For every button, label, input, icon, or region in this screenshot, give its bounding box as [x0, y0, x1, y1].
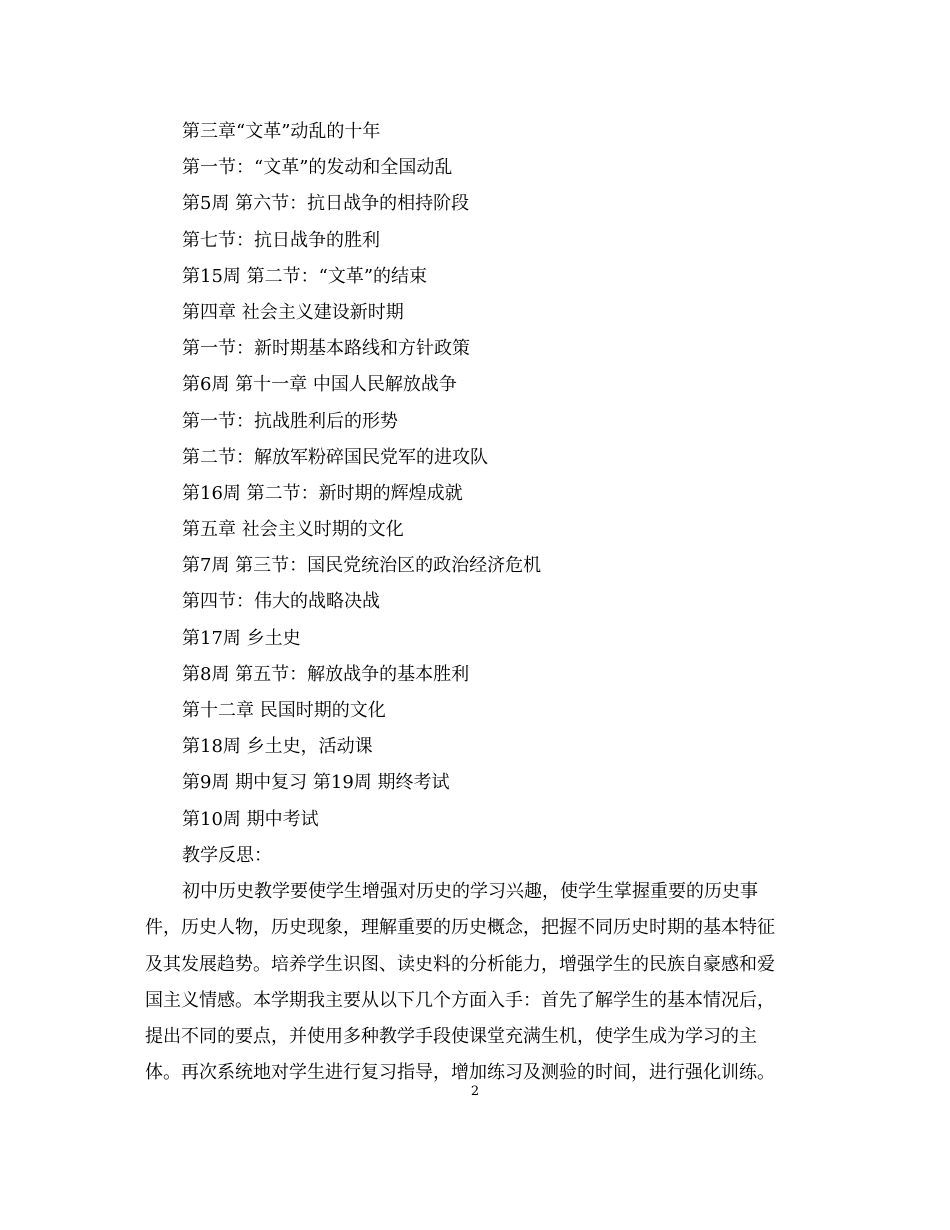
paragraph-line: 初中历史教学要使学生增强对历史的学习兴趣，使学生掌握重要的历史事 — [182, 881, 758, 902]
teaching-schedule-outline — [182, 114, 541, 838]
outline-line: 第一节：新时期基本路线和方针政策 — [182, 338, 470, 360]
outline-line: 第6周 第十一章 中国人民解放战争 — [182, 374, 457, 396]
paragraph-line: 提出不同的要点，并使用多种教学手段使课堂充满生机，使学生成为学习的主 — [145, 1026, 757, 1048]
outline-line: 第9周 期中复习 第19周 期终考试 — [182, 772, 450, 794]
paragraph-line: 及其发展趋势。培养学生识图、读史料的分析能力，增强学生的民族自豪感和爱 — [145, 953, 775, 975]
outline-line: 第十二章 民国时期的文化 — [182, 700, 386, 721]
outline-line: 第二节：解放军粉碎国民党军的进攻队 — [182, 446, 488, 468]
reflection-heading: 教学反思： — [182, 845, 272, 866]
paragraph-line: 件，历史人物，历史现象，理解重要的历史概念，把握不同历史时期的基本特征 — [145, 917, 775, 939]
outline-line: 第五章 社会主义时期的文化 — [182, 519, 404, 541]
outline-line: 第一节：“文革”的发动和全国动乱 — [182, 157, 453, 179]
page-number: 2 — [470, 1084, 480, 1099]
outline-line: 第一节：抗战胜利后的形势 — [182, 410, 398, 432]
outline-line: 第10周 期中考试 — [182, 808, 319, 830]
reflection-paragraph — [145, 874, 805, 1092]
outline-line: 第四节：伟大的战略决战 — [182, 591, 380, 613]
outline-line: 第三章“文革”动乱的十年 — [182, 121, 381, 142]
outline-line: 第8周 第五节：解放战争的基本胜利 — [182, 663, 470, 685]
outline-line: 第15周 第二节：“文革”的结束 — [182, 265, 428, 287]
outline-line: 第七节：抗日战争的胜利 — [182, 229, 380, 251]
outline-line: 第7周 第三节：国民党统治区的政治经济危机 — [182, 555, 542, 577]
paragraph-line: 体。再次系统地对学生进行复习指导，增加练习及测验的时间，进行强化训练。 — [145, 1062, 775, 1084]
paragraph-line: 国主义情感。本学期我主要从以下几个方面入手：首先了解学生的基本情况后， — [145, 989, 775, 1011]
outline-line: 第18周 乡土史，活动课 — [182, 736, 373, 758]
outline-line: 第四章 社会主义建设新时期 — [182, 301, 404, 323]
outline-line: 第17周 乡土史 — [182, 627, 301, 649]
outline-line: 第5周 第六节：抗日战争的相持阶段 — [182, 193, 470, 215]
outline-line: 第16周 第二节：新时期的辉煌成就 — [182, 482, 463, 504]
